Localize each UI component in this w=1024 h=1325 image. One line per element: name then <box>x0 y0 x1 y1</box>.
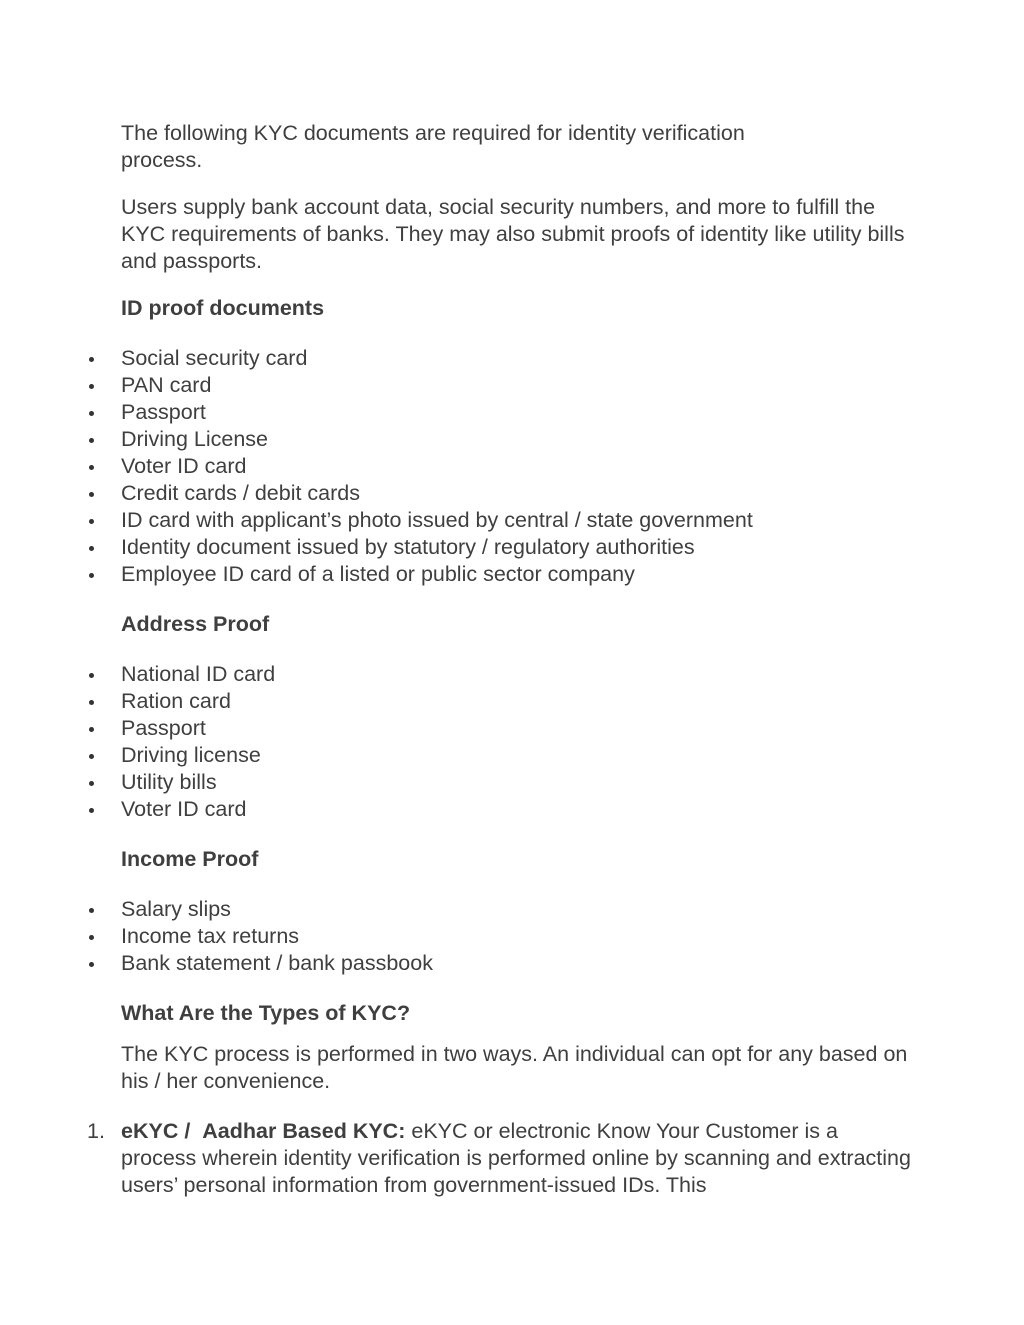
item-title-aadhar: Aadhar Based KYC: <box>202 1119 406 1143</box>
list-item: National ID card <box>121 661 911 688</box>
list-item: PAN card <box>121 372 911 399</box>
kyc-requirements-paragraph: Users supply bank account data, social security numbers, and more to fulfill the KYC requirements of banks. They may also submit proofs of identity like utility bills and passports. <box>121 195 905 273</box>
item-description: eKYC or electronic Know Your Customer is a process wherein identity verification is performed online by scanning and extracting users’ personal information from government-issued IDs. This <box>121 1119 911 1197</box>
list-item: Passport <box>121 399 911 426</box>
bullet-icon <box>89 384 94 389</box>
intro-paragraph: The following KYC documents are required for identity verification process. <box>121 121 745 172</box>
bullet-icon <box>89 465 94 470</box>
list-item: Identity document issued by statutory / regulatory authorities <box>121 534 911 561</box>
list-item: Employee ID card of a listed or public sector company <box>121 561 911 588</box>
bullet-icon <box>89 673 94 678</box>
types-paragraph: The KYC process is performed in two ways. An individual can opt for any based on his / her convenience. <box>121 1042 908 1093</box>
list-item: Driving license <box>121 742 911 769</box>
list-item: Income tax returns <box>121 923 911 950</box>
list-item: Credit cards / debit cards <box>121 480 911 507</box>
list-item: Passport <box>121 715 911 742</box>
bullet-icon <box>89 781 94 786</box>
bullet-icon <box>89 700 94 705</box>
bullet-icon <box>89 908 94 913</box>
list-item: Ration card <box>121 688 911 715</box>
bullet-icon <box>89 411 94 416</box>
bullet-icon <box>89 492 94 497</box>
address-proof-list <box>121 661 911 823</box>
item-title-ekyc: eKYC / <box>121 1119 191 1143</box>
list-number: 1. <box>87 1119 105 1143</box>
bullet-icon <box>89 808 94 813</box>
list-item: Voter ID card <box>121 453 911 480</box>
bullet-icon <box>89 519 94 524</box>
id-proof-heading: ID proof documents <box>121 296 325 320</box>
numbered-list-item <box>87 1118 911 1199</box>
bullet-icon <box>89 935 94 940</box>
bullet-icon <box>89 573 94 578</box>
income-proof-list <box>121 896 911 977</box>
list-item: Driving License <box>121 426 911 453</box>
income-proof-heading: Income Proof <box>121 847 259 871</box>
list-item: Utility bills <box>121 769 911 796</box>
kyc-types-list <box>87 1118 911 1199</box>
bullet-icon <box>89 962 94 967</box>
bullet-icon <box>89 357 94 362</box>
bullet-icon <box>89 438 94 443</box>
bullet-icon <box>89 546 94 551</box>
list-item: Salary slips <box>121 896 911 923</box>
address-proof-heading: Address Proof <box>121 612 270 636</box>
list-item: Voter ID card <box>121 796 911 823</box>
types-of-kyc-heading: What Are the Types of KYC? <box>121 1001 411 1025</box>
document-content <box>87 120 911 1199</box>
id-proof-list <box>121 345 911 588</box>
list-item: ID card with applicant’s photo issued by central / state government <box>121 507 911 534</box>
bullet-icon <box>89 727 94 732</box>
list-item: Social security card <box>121 345 911 372</box>
bullet-icon <box>89 754 94 759</box>
list-item: Bank statement / bank passbook <box>121 950 911 977</box>
